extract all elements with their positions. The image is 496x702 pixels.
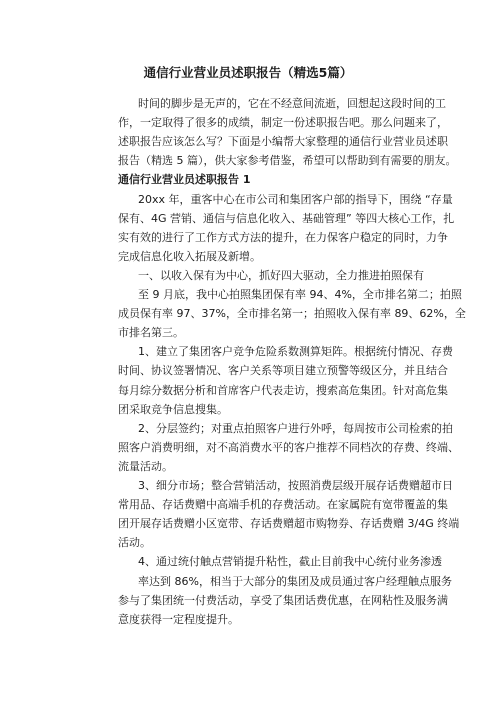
text-line: 参与了集团统一付费活动，享受了集团话费优惠，在网粘性及服务满 — [118, 593, 448, 607]
text-line: 作，一定取得了很多的成绩，制定一份述职报告吧。那么问题来了， — [118, 116, 448, 130]
document-title: 通信行业营业员述职报告（精选5篇） — [143, 65, 353, 80]
text-line: 团采取竞争信息搜集。 — [118, 402, 228, 416]
text-line: 报告（精选 5 篇），供大家参考借鉴，希望可以帮助到有需要的朋友。 — [118, 154, 457, 168]
text-line: 意度获得一定程度提升。 — [118, 612, 239, 626]
text-line: 一、以收入保有为中心，抓好四大驱动，全力推进拍照保有 — [138, 268, 424, 282]
text-line: 2、分层签约；对重点拍照客户进行外呼，每周按市公司检索的拍 — [138, 421, 453, 435]
text-line: 每月综分数据分析和首席客户代表走访，搜索高危集团。针对高危集 — [118, 383, 448, 397]
text-line: 20xx 年，重客中心在市公司和集团客户部的指导下，围绕 “存量 — [138, 192, 453, 206]
text-line: 1、建立了集团客户竞争危险系数测算矩阵。根据统付情况、存费 — [138, 345, 453, 359]
text-line: 4、通过统付触点营销提升粘性，截止目前我中心统付业务渗透 — [138, 555, 442, 569]
text-line: 团开展存话费赠小区宽带、存话费赠超市购物券、存话费赠 3/4G 终端 — [118, 517, 460, 531]
text-line: 至 9 月底，我中心拍照集团保有率 94、4%，全市排名第二；拍照 — [138, 288, 462, 301]
text-line: 实有效的进行了工作方式方法的提升，在力保客户稳定的同时，力争 — [118, 230, 448, 244]
text-line: 常用品、存话费赠中高端手机的存费活动。在家属院有宽带覆盖的集 — [118, 498, 448, 512]
text-line: 成员保有率 97、37%，全市排名第一；拍照收入保有率 89、62%，全 — [118, 307, 466, 321]
section-heading: 通信行业营业员述职报告 1 — [118, 173, 251, 187]
text-line: 照客户消费明细，对不高消费水平的客户推荐不同档次的存费、终端、 — [118, 440, 459, 454]
text-line: 保有、4G 营销、通信与信息化收入、基础管理” 等四大核心工作，扎 — [118, 211, 455, 225]
text-line: 率达到 86%，相当于大部分的集团及成员通过客户经理触点服务 — [138, 574, 452, 588]
text-line: 3、细分市场；整合营销活动，按照消费层级开展存话费赠超市日 — [138, 479, 453, 492]
text-line: 述职报告应该怎么写？下面是小编帮大家整理的通信行业营业员述职 — [118, 135, 448, 149]
text-line: 完成信息化收入拓展及新增。 — [118, 249, 261, 263]
text-line: 市排名第三。 — [118, 326, 184, 340]
text-line: 时间的脚步是无声的，它在不经意间流逝，回想起这段时间的工 — [138, 97, 446, 110]
text-line: 活动。 — [118, 536, 151, 550]
text-line: 流量活动。 — [118, 459, 173, 473]
text-line: 时间、协议签署情况、客户关系等项目建立预警等级区分，并且结合 — [118, 364, 448, 378]
